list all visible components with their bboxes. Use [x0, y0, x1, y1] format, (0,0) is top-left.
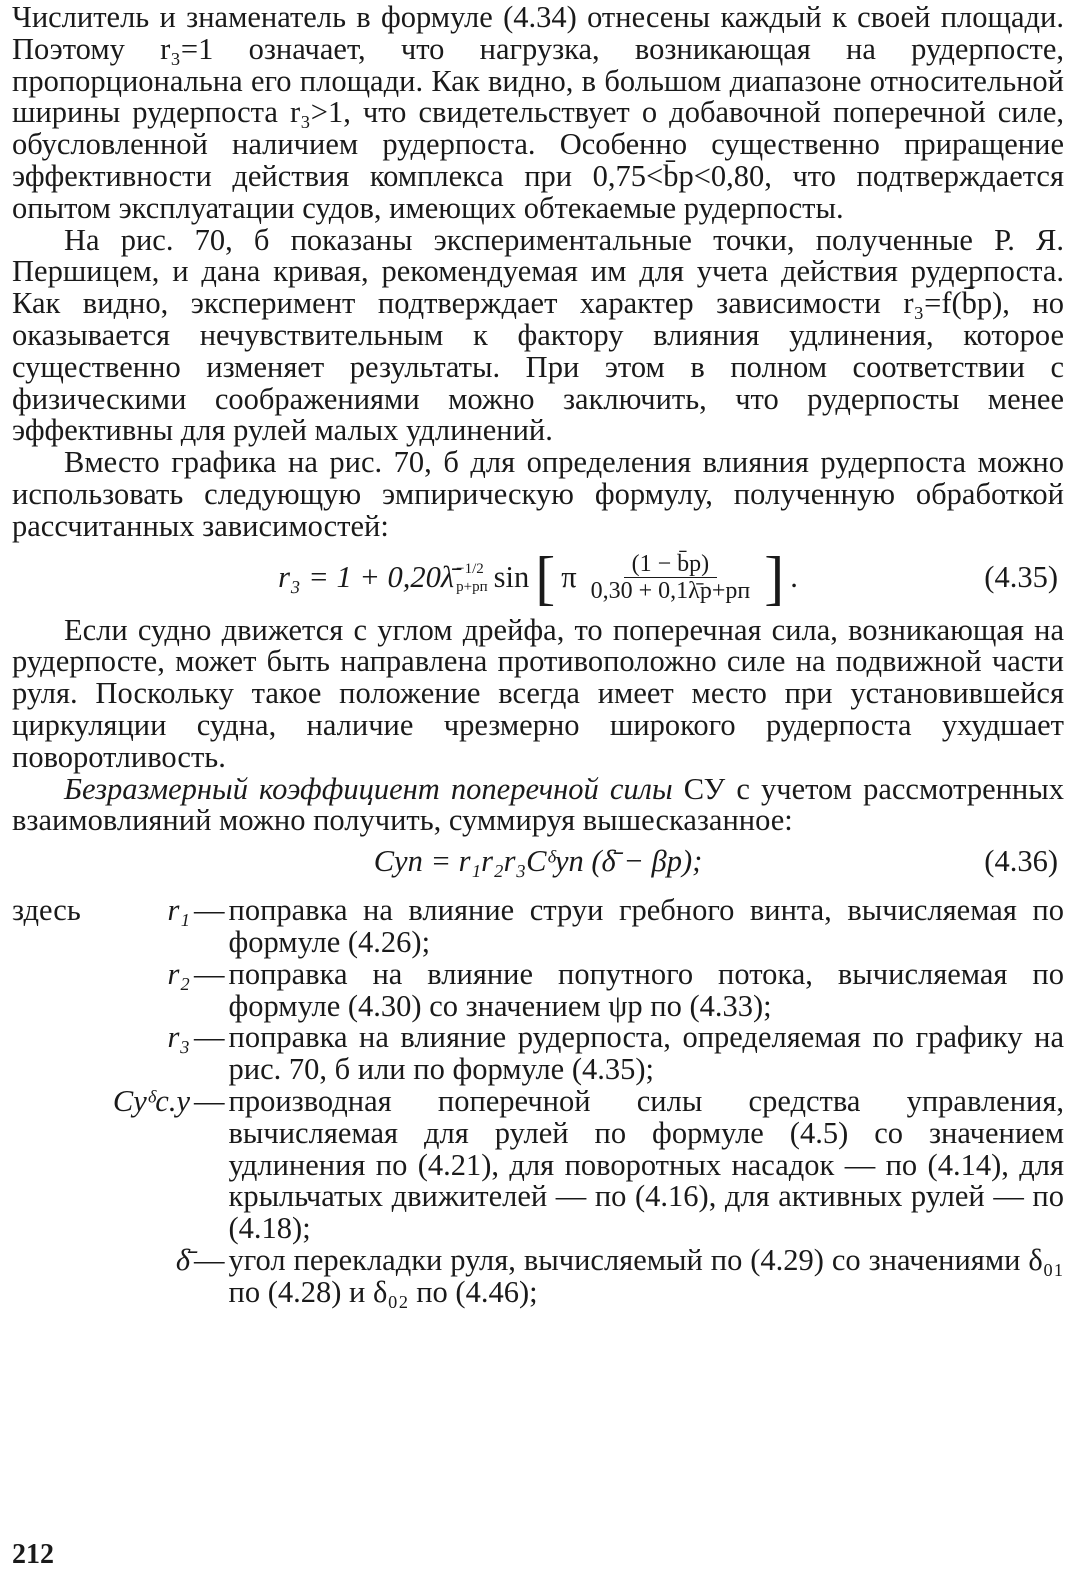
definition-lead: [12, 1022, 190, 1054]
eq-end: .: [790, 559, 798, 594]
paragraph-1: Числитель и знаменатель в формуле (4.34) отнесены каждый к своей площади. Поэтому r₃=1 означает, что нагрузка, возникающая на рудерпосте, пропорциональна его площади. Как видно, в большом диапазоне относительной ширины рудерпоста r₃>1, что свидетельствует о добавочной поперечной силе, обусловленной наличием рудерпоста. Особенно существенно приращение эффективности действия комплекса при 0,75<b̄р<0,80, что подтверждается опытом эксплуатации судов, имеющих обтекаемые рудерпосты.: [12, 0, 1064, 225]
eq-sup: −1/2: [456, 560, 484, 577]
definition-symbol: r₂: [167, 956, 190, 991]
eq-pi: π: [561, 559, 577, 594]
equation-number-4-35: (4.35): [984, 559, 1058, 594]
definition-dash: —: [194, 893, 225, 928]
definition-item: [12, 1083, 1064, 1246]
definition-dash: —: [194, 1083, 225, 1118]
definition-symbol: Cyᵟс.у: [112, 1083, 190, 1118]
definition-text: производная поперечной силы средства управления, вычисляемая для рулей по формуле (4.5) со значением удлинения по (4.21), для поворотных насадок — по (4.14), для крыльчатых движителей — по (4.16), для активных рулей — по (4.18);: [228, 1083, 1064, 1246]
definition-dash: —: [194, 1242, 225, 1277]
right-bracket: ]: [764, 544, 785, 611]
eq-numerator: (1 − b̄р): [624, 551, 718, 578]
paragraph-4: Если судно движется с углом дрейфа, то поперечная сила, возникающая на рудерпосте, может быть направлена противоположно силе на подвижной части руля. Поскольку такое положение всегда имеет место при установившейся циркуляции судна, наличие чрезмерно широкого рудерпоста ухудшает поворотливость.: [12, 612, 1064, 774]
page-number: 212: [12, 1539, 54, 1570]
definition-symbol: δ̄: [175, 1242, 190, 1277]
equation-4-35-body: [278, 544, 798, 611]
equation-4-36: [12, 839, 1064, 885]
definition-item: [12, 895, 1064, 959]
paragraph-5-italic: Безразмерный коэффициент поперечной силы: [64, 771, 673, 806]
left-bracket: [: [535, 544, 556, 611]
eq-sin: sin: [493, 559, 530, 594]
paragraph-3: Вместо графика на рис. 70, б для определения влияния рудерпоста можно использовать следующую эмпирическую формулу, полученную обработкой рассчитанных зависимостей:: [12, 445, 1064, 543]
equation-4-35: [12, 544, 1064, 611]
eq-lhs: r₃ = 1 + 0,20λ̄: [278, 559, 455, 594]
eq-sub: р+рп: [456, 578, 488, 595]
definition-symbol: r₃: [167, 1020, 190, 1055]
definition-text: поправка на влияние рудерпоста, определяемая по графику на рис. 70, б или по формуле (4.35);: [228, 1020, 1064, 1087]
definition-lead: [12, 895, 190, 927]
eq-denominator: 0,30 + 0,1λ̄р+рп: [590, 578, 751, 605]
definition-item: [12, 956, 1064, 1023]
definition-dash: —: [194, 956, 225, 991]
definition-text: поправка на влияние попутного потока, вычисляемая по формуле (4.30) со значением ψр по (4.33);: [228, 956, 1064, 1023]
definition-symbol: r₁: [167, 893, 190, 928]
paragraph-5: [12, 771, 1064, 838]
definition-item: [12, 1242, 1064, 1309]
definition-item: [12, 1022, 1064, 1086]
definition-lead: [12, 956, 190, 991]
definition-dash: —: [194, 1020, 225, 1055]
paragraph-5-rest: СУ с учетом рассмотренных взаимовлияний можно получить, суммируя вышесказанное:: [12, 771, 1064, 838]
equation-4-36-body: Cуп = r₁r₂r₃Cᵟуп (δ̄ − βр);: [373, 844, 703, 879]
definition-lead: [12, 1242, 190, 1277]
definition-lead: [12, 1083, 190, 1118]
definition-text: угол перекладки руля, вычисляемый по (4.29) со значениями δ₀₁ по (4.28) и δ₀₂ по (4.46);: [228, 1242, 1064, 1309]
eq-fraction: [583, 551, 759, 604]
definitions-list: [12, 895, 1064, 1308]
eq-lambda-scripts: [456, 560, 488, 596]
definition-prefix: здесь: [12, 893, 81, 928]
paragraph-2: На рис. 70, б показаны экспериментальные точки, полученные Р. Я. Першицем, и дана кривая, рекомендуемая им для учета действия рудерпоста. Как видно, эксперимент подтверждает характер зависимости r₃=f(b̄р), но оказывается нечувствительным к фактору влияния удлинения, которое существенно изменяет результаты. При этом в полном соответствии с физическими соображениями можно заключить, что рудерпосты менее эффективны для рулей малых удлинений.: [12, 222, 1064, 448]
equation-number-4-36: (4.36): [984, 844, 1058, 879]
definition-text: поправка на влияние струи гребного винта, вычисляемая по формуле (4.26);: [228, 893, 1064, 959]
